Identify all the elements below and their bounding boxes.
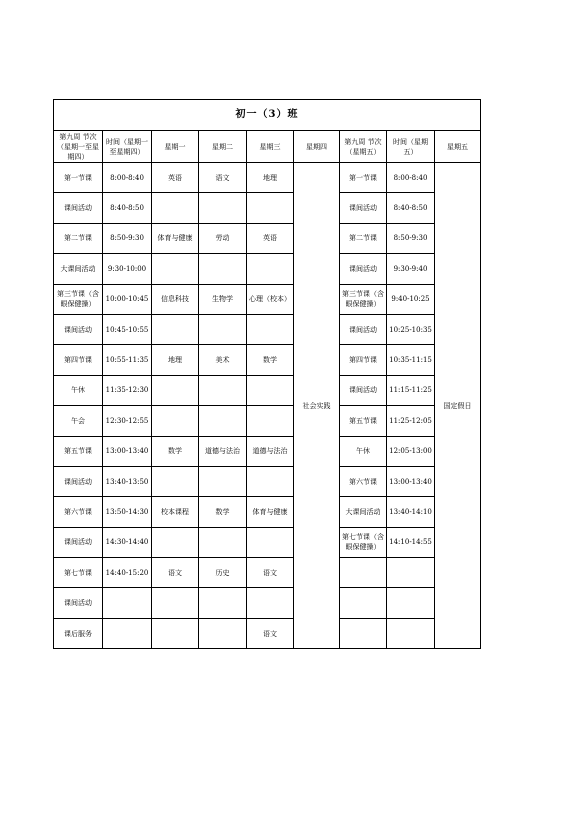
- friday-period-cell: 大课间活动: [340, 497, 387, 527]
- period-cell: 第六节课: [54, 497, 103, 527]
- period-cell: 第七节课: [54, 558, 103, 588]
- wednesday-cell: [247, 375, 294, 405]
- time-cell: 8:40-8:50: [103, 193, 152, 223]
- table-row: [54, 375, 481, 405]
- friday-time-cell: 13:00-13:40: [387, 466, 435, 496]
- friday-period-cell: [340, 558, 387, 588]
- tuesday-cell: [199, 193, 247, 223]
- time-cell: 14:40-15:20: [103, 558, 152, 588]
- monday-cell: 体育与健康: [152, 223, 199, 253]
- table-row: [54, 527, 481, 557]
- friday-merged-cell: 国定假日: [435, 163, 481, 649]
- period-cell: 课间活动: [54, 466, 103, 496]
- friday-time-cell: 12:05-13:00: [387, 436, 435, 466]
- tuesday-cell: [199, 618, 247, 648]
- period-cell: 课后服务: [54, 618, 103, 648]
- wednesday-cell: [247, 527, 294, 557]
- monday-cell: [152, 588, 199, 618]
- friday-time-cell: [387, 618, 435, 648]
- wednesday-cell: 地理: [247, 163, 294, 193]
- friday-time-cell: 13:40-14:10: [387, 497, 435, 527]
- friday-time-cell: 8:40-8:50: [387, 193, 435, 223]
- monday-cell: 校本课程: [152, 497, 199, 527]
- friday-time-cell: 11:15-11:25: [387, 375, 435, 405]
- time-cell: 13:50-14:30: [103, 497, 152, 527]
- friday-period-cell: 课间活动: [340, 254, 387, 284]
- thursday-merged-cell: 社会实践: [294, 163, 340, 649]
- wednesday-cell: 语文: [247, 558, 294, 588]
- monday-cell: [152, 618, 199, 648]
- monday-cell: [152, 193, 199, 223]
- header-tuesday: 星期二: [199, 131, 247, 163]
- friday-period-cell: 第五节课: [340, 406, 387, 436]
- friday-period-cell: 课间活动: [340, 375, 387, 405]
- friday-time-cell: 9:30-9:40: [387, 254, 435, 284]
- time-cell: 13:40-13:50: [103, 466, 152, 496]
- table-row: [54, 163, 481, 193]
- header-period-mon-thu: 第九周 节次（星期一至星期四）: [54, 131, 103, 163]
- tuesday-cell: [199, 375, 247, 405]
- friday-period-cell: 第六节课: [340, 466, 387, 496]
- monday-cell: 地理: [152, 345, 199, 375]
- tuesday-cell: 生物学: [199, 284, 247, 314]
- tuesday-cell: 数学: [199, 497, 247, 527]
- friday-period-cell: 第四节课: [340, 345, 387, 375]
- friday-period-cell: 第七节课（含眼保健操）: [340, 527, 387, 557]
- table-title: 初一（3）班: [54, 100, 481, 131]
- time-cell: [103, 618, 152, 648]
- time-cell: [103, 588, 152, 618]
- header-monday: 星期一: [152, 131, 199, 163]
- friday-period-cell: 课间活动: [340, 193, 387, 223]
- monday-cell: 信息科技: [152, 284, 199, 314]
- table-row: [54, 223, 481, 253]
- friday-time-cell: 8:50-9:30: [387, 223, 435, 253]
- monday-cell: 语文: [152, 558, 199, 588]
- timetable: [53, 99, 481, 649]
- period-cell: 第四节课: [54, 345, 103, 375]
- tuesday-cell: [199, 588, 247, 618]
- table-row: [54, 588, 481, 618]
- time-cell: 10:00-10:45: [103, 284, 152, 314]
- period-cell: 午休: [54, 375, 103, 405]
- time-cell: 11:35-12:30: [103, 375, 152, 405]
- friday-time-cell: 9:40-10:25: [387, 284, 435, 314]
- wednesday-cell: [247, 254, 294, 284]
- table-row: [54, 193, 481, 223]
- time-cell: 9:30-10:00: [103, 254, 152, 284]
- wednesday-cell: [247, 588, 294, 618]
- period-cell: 课间活动: [54, 588, 103, 618]
- header-period-fri: 第九周 节次（星期五）: [340, 131, 387, 163]
- table-row: [54, 345, 481, 375]
- monday-cell: [152, 527, 199, 557]
- header-friday: 星期五: [435, 131, 481, 163]
- friday-time-cell: [387, 558, 435, 588]
- period-cell: 课间活动: [54, 193, 103, 223]
- friday-period-cell: 课间活动: [340, 314, 387, 344]
- friday-period-cell: 午休: [340, 436, 387, 466]
- friday-period-cell: 第一节课: [340, 163, 387, 193]
- time-cell: 14:30-14:40: [103, 527, 152, 557]
- tuesday-cell: 历史: [199, 558, 247, 588]
- table-row: [54, 406, 481, 436]
- table-row: [54, 436, 481, 466]
- tuesday-cell: 劳动: [199, 223, 247, 253]
- time-cell: 13:00-13:40: [103, 436, 152, 466]
- wednesday-cell: 语文: [247, 618, 294, 648]
- time-cell: 10:55-11:35: [103, 345, 152, 375]
- time-cell: 12:30-12:55: [103, 406, 152, 436]
- table-row: [54, 466, 481, 496]
- friday-period-cell: [340, 588, 387, 618]
- monday-cell: 数学: [152, 436, 199, 466]
- header-thursday: 星期四: [294, 131, 340, 163]
- friday-time-cell: 10:25-10:35: [387, 314, 435, 344]
- time-cell: 8:50-9:30: [103, 223, 152, 253]
- friday-period-cell: [340, 618, 387, 648]
- tuesday-cell: [199, 406, 247, 436]
- time-cell: 8:00-8:40: [103, 163, 152, 193]
- period-cell: 午会: [54, 406, 103, 436]
- period-cell: 第三节课（含眼保健操）: [54, 284, 103, 314]
- tuesday-cell: [199, 527, 247, 557]
- friday-time-cell: [387, 588, 435, 618]
- period-cell: 第一节课: [54, 163, 103, 193]
- wednesday-cell: [247, 466, 294, 496]
- friday-time-cell: 14:10-14:55: [387, 527, 435, 557]
- period-cell: 课间活动: [54, 527, 103, 557]
- monday-cell: [152, 254, 199, 284]
- table-row: [54, 284, 481, 314]
- wednesday-cell: 英语: [247, 223, 294, 253]
- wednesday-cell: 数学: [247, 345, 294, 375]
- time-cell: 10:45-10:55: [103, 314, 152, 344]
- header-wednesday: 星期三: [247, 131, 294, 163]
- wednesday-cell: 道德与法治: [247, 436, 294, 466]
- friday-period-cell: 第三节课（含眼保健操）: [340, 284, 387, 314]
- tuesday-cell: [199, 466, 247, 496]
- friday-time-cell: 11:25-12:05: [387, 406, 435, 436]
- period-cell: 第五节课: [54, 436, 103, 466]
- monday-cell: 英语: [152, 163, 199, 193]
- table-row: [54, 558, 481, 588]
- wednesday-cell: [247, 406, 294, 436]
- friday-time-cell: 8:00-8:40: [387, 163, 435, 193]
- wednesday-cell: 心理（校本）: [247, 284, 294, 314]
- wednesday-cell: [247, 314, 294, 344]
- table-row: [54, 314, 481, 344]
- table-row: [54, 618, 481, 648]
- period-cell: 大课间活动: [54, 254, 103, 284]
- friday-time-cell: 10:35-11:15: [387, 345, 435, 375]
- table-row: [54, 497, 481, 527]
- header-time-mon-thu: 时间（星期一至星期四）: [103, 131, 152, 163]
- monday-cell: [152, 375, 199, 405]
- monday-cell: [152, 466, 199, 496]
- wednesday-cell: 体育与健康: [247, 497, 294, 527]
- monday-cell: [152, 406, 199, 436]
- header-row: [54, 131, 481, 163]
- header-time-fri: 时间（星期五）: [387, 131, 435, 163]
- table-row: [54, 254, 481, 284]
- tuesday-cell: [199, 254, 247, 284]
- tuesday-cell: 美术: [199, 345, 247, 375]
- tuesday-cell: 语文: [199, 163, 247, 193]
- tuesday-cell: 道德与法治: [199, 436, 247, 466]
- tuesday-cell: [199, 314, 247, 344]
- friday-period-cell: 第二节课: [340, 223, 387, 253]
- monday-cell: [152, 314, 199, 344]
- period-cell: 课间活动: [54, 314, 103, 344]
- period-cell: 第二节课: [54, 223, 103, 253]
- wednesday-cell: [247, 193, 294, 223]
